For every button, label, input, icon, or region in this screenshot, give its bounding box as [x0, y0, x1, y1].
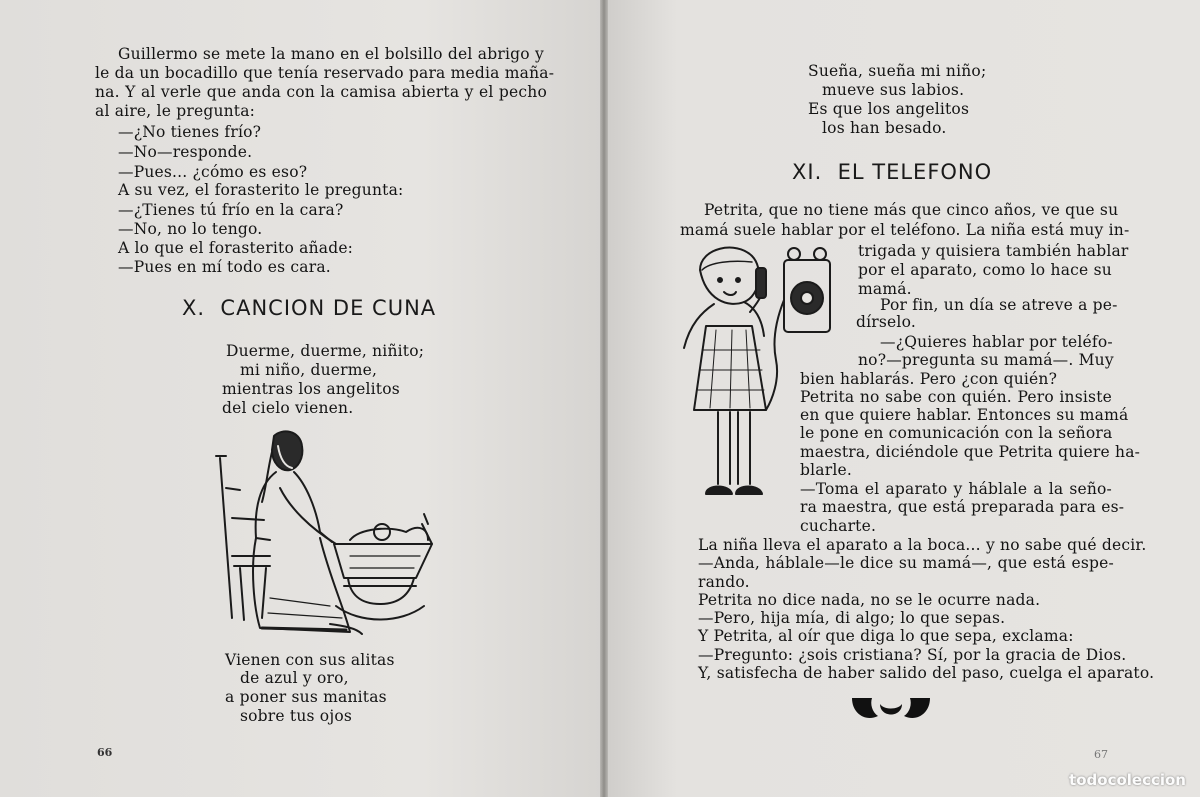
text-line: al aire, le pregunta:: [95, 102, 256, 120]
page-number-left: 66: [97, 746, 113, 759]
text-line: maestra, diciéndole que Petrita quiere ha-: [800, 443, 1141, 461]
text-line: —¿No tienes frío?: [118, 123, 262, 141]
text-line: mamá suele hablar por el teléfono. La niña está muy in-: [680, 221, 1130, 239]
text-line: —No, no lo tengo.: [118, 220, 263, 238]
text-line: bien hablarás. Pero ¿con quién?: [800, 370, 1058, 388]
text-line: na. Y al verle que anda con la camisa abierta y el pecho: [95, 83, 547, 101]
page-number-right: 67: [1094, 748, 1108, 761]
watermark: todocoleccion: [1069, 771, 1186, 789]
text-line: Petrita no sabe con quién. Pero insiste: [800, 388, 1112, 406]
poem-line: a poner sus manitas: [225, 688, 387, 706]
poem-line: los han besado.: [822, 119, 947, 137]
text-line: —¿Quieres hablar por teléfo-: [880, 333, 1113, 351]
text-line: trigada y quisiera también hablar: [858, 242, 1129, 260]
poem-line: sobre tus ojos: [240, 707, 353, 725]
text-line: rando.: [698, 573, 750, 591]
poem-line: del cielo vienen.: [222, 399, 354, 417]
chapter-title: X. CANCION DE CUNA: [182, 296, 437, 320]
text-line: ra maestra, que está preparada para es-: [800, 498, 1125, 516]
text-line: —Pero, hija mía, di algo; lo que sepas.: [698, 609, 1006, 627]
text-line: —Pues en mí todo es cara.: [118, 258, 331, 276]
poem-line: mi niño, duerme,: [240, 361, 378, 379]
text-line: en que quiere hablar. Entonces su mamá: [800, 406, 1129, 424]
text-line: A su vez, el forasterito le pregunta:: [118, 181, 404, 199]
poem-line: Es que los angelitos: [808, 100, 970, 118]
book-gutter: [600, 0, 608, 797]
text-line: —Toma el aparato y háblale a la seño-: [800, 480, 1112, 498]
text-line: A lo que el forasterito añade:: [118, 239, 354, 257]
text-line: por el aparato, como lo hace su: [858, 261, 1112, 279]
text-line: le da un bocadillo que tenía reservado para media maña-: [95, 64, 555, 82]
text-line: —Pues... ¿cómo es eso?: [118, 163, 308, 181]
text-line: no?—pregunta su mamá—. Muy: [858, 351, 1114, 369]
text-line: dírselo.: [856, 313, 916, 331]
text-line: Y Petrita, al oír que diga lo que sepa, exclama:: [698, 627, 1074, 645]
poem-line: mueve sus labios.: [822, 81, 965, 99]
mother-cradle-illustration: [210, 428, 440, 640]
poem-line: Vienen con sus alitas: [225, 651, 395, 669]
poem-line: Sueña, sueña mi niño;: [808, 62, 987, 80]
text-line: Por fin, un día se atreve a pe-: [880, 296, 1118, 314]
text-line: —Anda, háblale—le dice su mamá—, que está espe-: [698, 554, 1114, 572]
text-line: mamá.: [858, 280, 912, 298]
girl-telephone-illustration: [680, 240, 840, 510]
poem-line: de azul y oro,: [240, 669, 349, 687]
text-line: —No—responde.: [118, 143, 253, 161]
text-line: cucharte.: [800, 517, 877, 535]
text-line: Petrita, que no tiene más que cinco años, ve que su: [704, 201, 1119, 219]
poem-line: mientras los angelitos: [222, 380, 400, 398]
text-line: Petrita no dice nada, no se le ocurre nada.: [698, 591, 1041, 609]
text-line: blarle.: [800, 461, 852, 479]
chapter-title: XI. EL TELEFONO: [792, 160, 993, 184]
text-line: Y, satisfecha de haber salido del paso, cuelga el aparato.: [698, 664, 1155, 682]
poem-line: Duerme, duerme, niñito;: [226, 342, 425, 360]
decorative-ornament: [850, 694, 932, 724]
text-line: —Pregunto: ¿sois cristiana? Sí, por la gracia de Dios.: [698, 646, 1127, 664]
text-line: —¿Tienes tú frío en la cara?: [118, 201, 344, 219]
text-line: le pone en comunicación con la señora: [800, 424, 1113, 442]
text-line: La niña lleva el aparato a la boca... y no sabe qué decir.: [698, 536, 1147, 554]
text-line: Guillermo se mete la mano en el bolsillo del abrigo y: [118, 45, 544, 63]
